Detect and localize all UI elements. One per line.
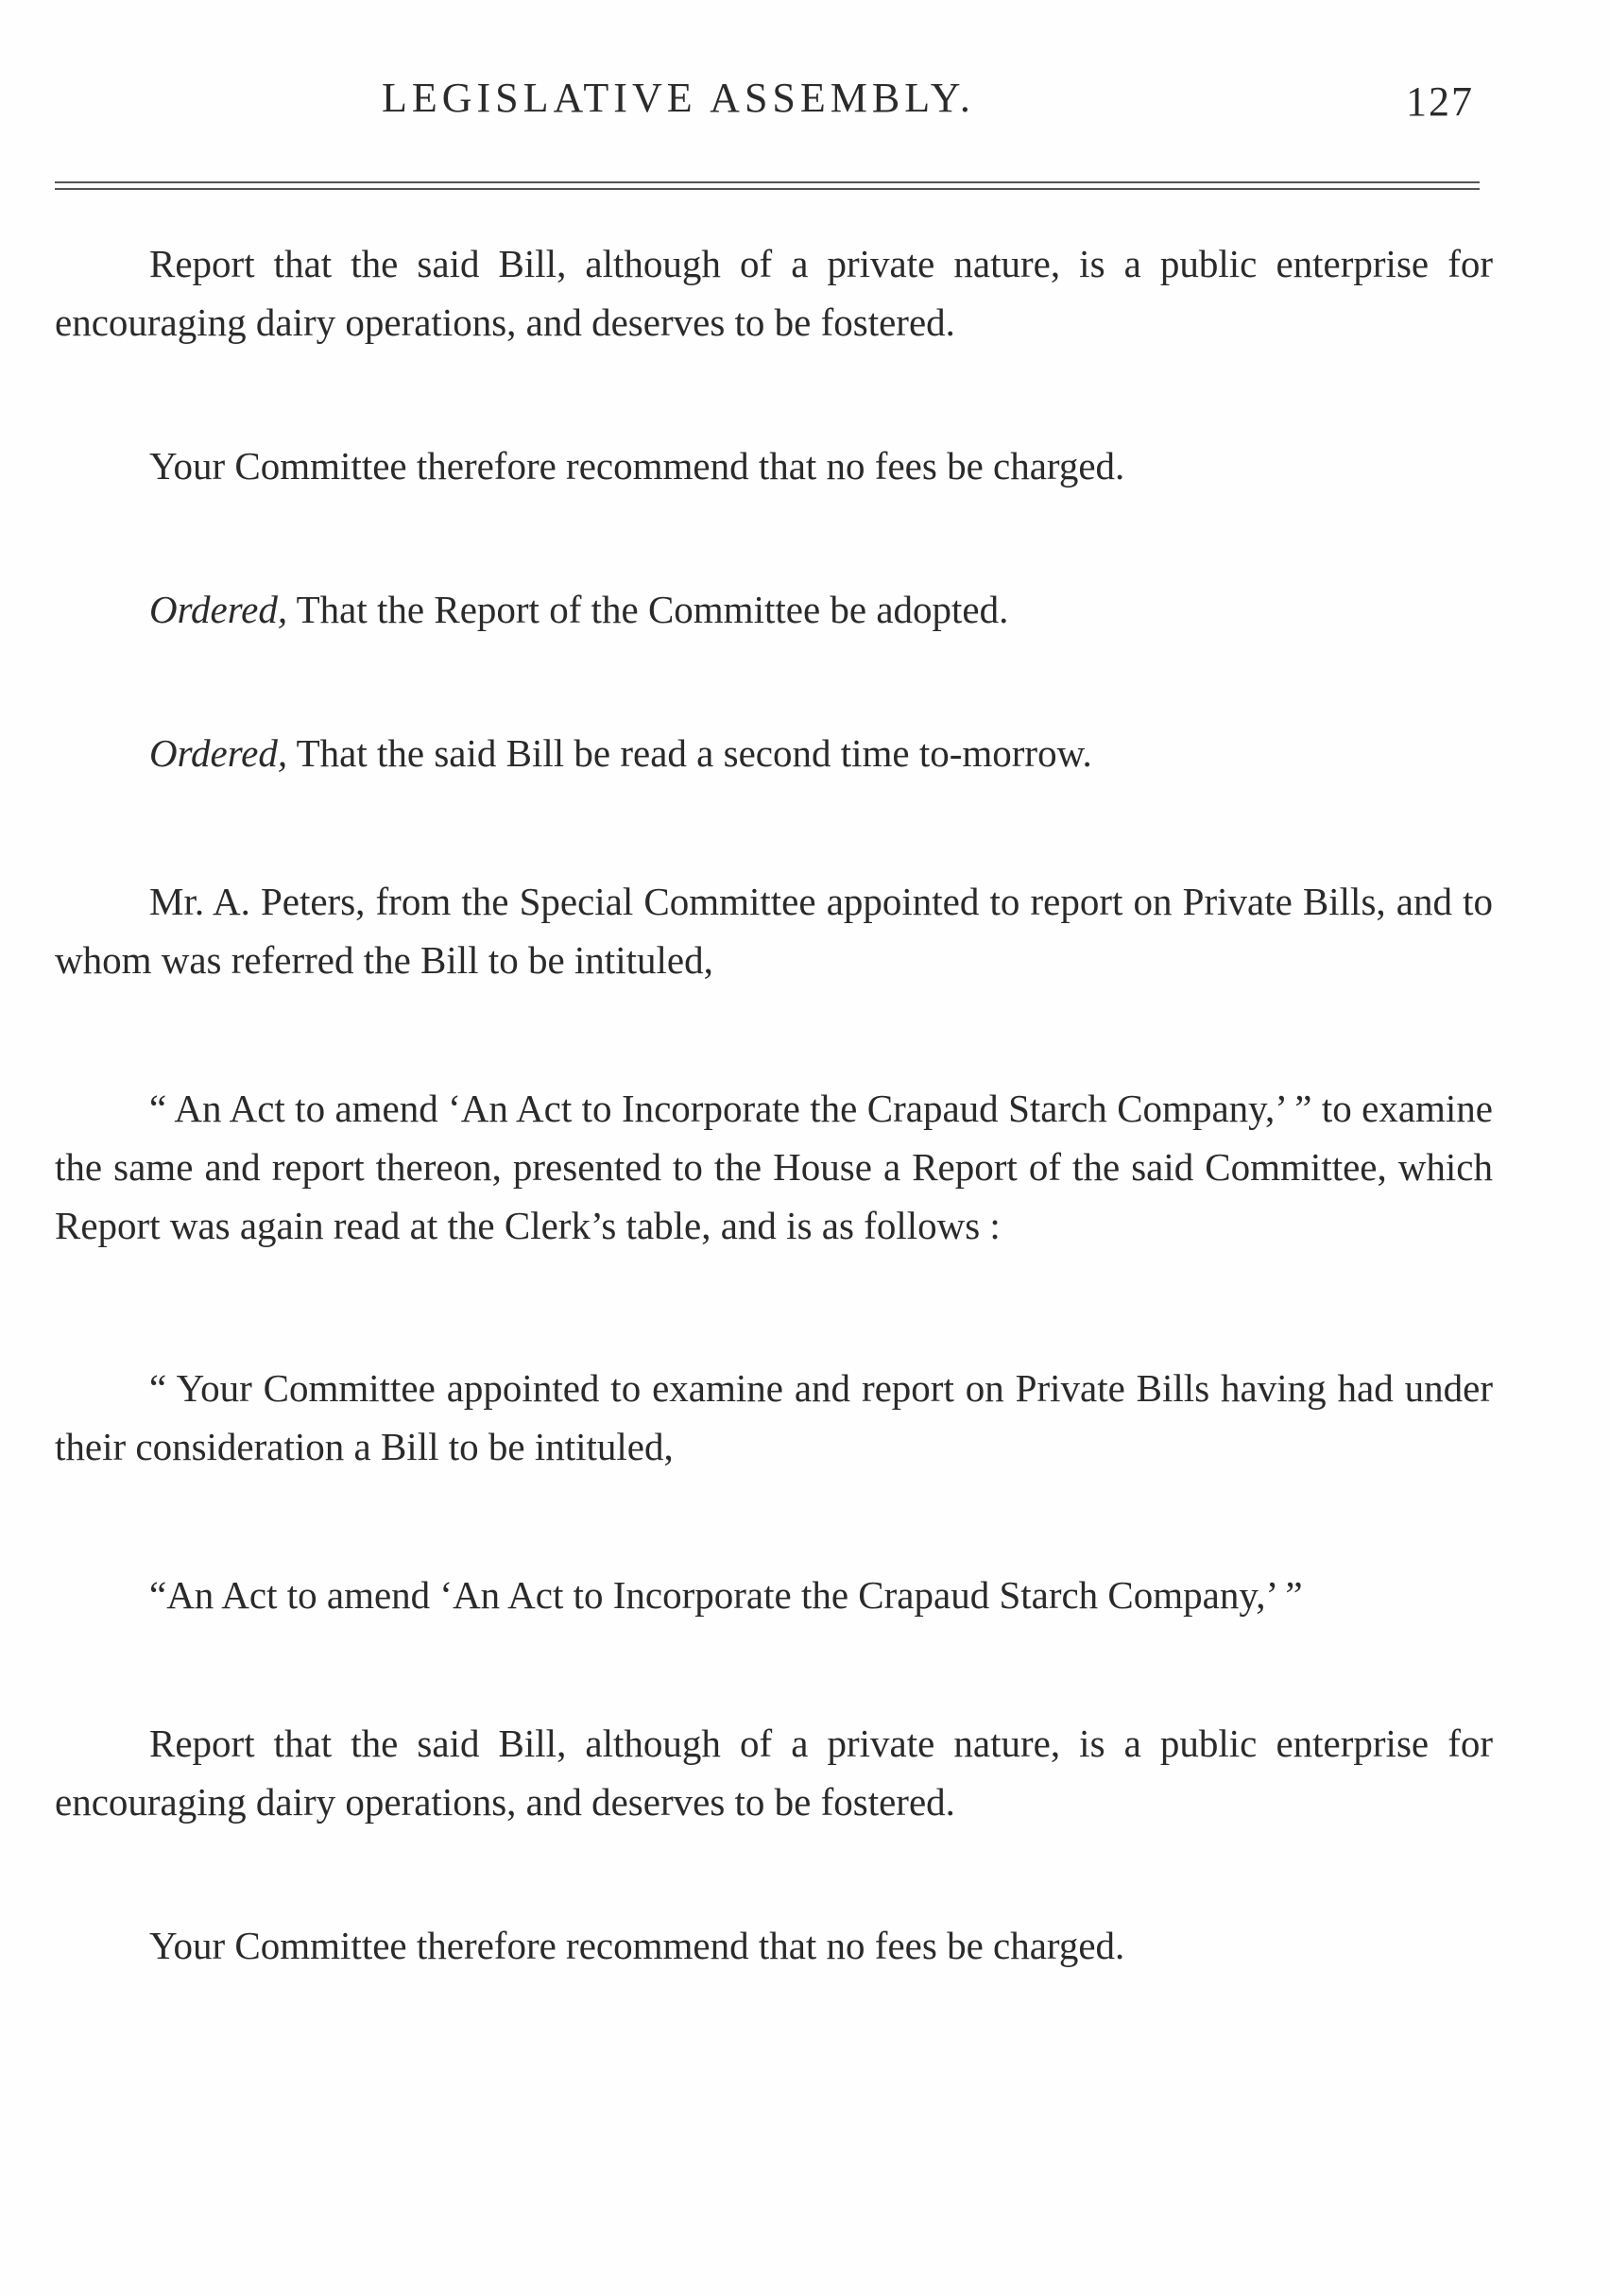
paragraph-committee-appointed bbox=[55, 1359, 1493, 1476]
header-double-rule bbox=[55, 181, 1480, 190]
ordered-emphasis: Ordered, bbox=[149, 731, 288, 775]
paragraph-text: Your Committee therefore recommend that no fees be charged. bbox=[149, 1924, 1125, 1967]
ordered-emphasis: Ordered, bbox=[149, 588, 288, 631]
paragraph-text: Your Committee therefore recommend that no fees be charged. bbox=[149, 444, 1125, 488]
paragraph-act-title-presented bbox=[55, 1079, 1493, 1255]
paragraph-text: Report that the said Bill, although of a private nature, is a public enterprise for encouraging dairy operations, and deserves to be fostered. bbox=[55, 1722, 1493, 1824]
paragraph-text: “ Your Committee appointed to examine and report on Private Bills having had under their consideration a Bill to be intituled, bbox=[55, 1366, 1493, 1468]
paragraph-text: That the Report of the Committee be adopted. bbox=[287, 588, 1009, 631]
paragraph-text: Mr. A. Peters, from the Special Committee appointed to report on Private Bills, and to whom was referred the Bill to be intituled, bbox=[55, 880, 1493, 982]
paragraph-act-title bbox=[55, 1566, 1493, 1624]
running-head bbox=[0, 74, 1610, 140]
body-text bbox=[55, 234, 1493, 1975]
paragraph-text: Report that the said Bill, although of a private nature, is a public enterprise for encouraging dairy operations, and deserves to be fostered. bbox=[55, 242, 1493, 344]
paragraph-mr-peters bbox=[55, 872, 1493, 989]
page-number: 127 bbox=[1406, 78, 1474, 125]
paragraph-no-fees-1 bbox=[55, 437, 1493, 495]
paragraph-text: “An Act to amend ‘An Act to Incorporate the Crapaud Starch Company,’ ” bbox=[149, 1573, 1303, 1617]
paragraph-ordered-adopted bbox=[55, 580, 1493, 639]
paragraph-no-fees-2 bbox=[55, 1916, 1493, 1975]
paragraph-text: “ An Act to amend ‘An Act to Incorporate the Crapaud Starch Company,’ ” to examine the same and report thereon, presented to the House a Report of the said Committee, which Report was again read at the Clerk’s table, and is as follows : bbox=[55, 1087, 1493, 1247]
paragraph-text: That the said Bill be read a second time to-morrow. bbox=[287, 731, 1092, 775]
paragraph-report-2 bbox=[55, 1714, 1493, 1831]
running-title: LEGISLATIVE ASSEMBLY. bbox=[382, 75, 975, 121]
paragraph-ordered-second-reading bbox=[55, 724, 1493, 782]
paragraph-report-1 bbox=[55, 234, 1493, 351]
